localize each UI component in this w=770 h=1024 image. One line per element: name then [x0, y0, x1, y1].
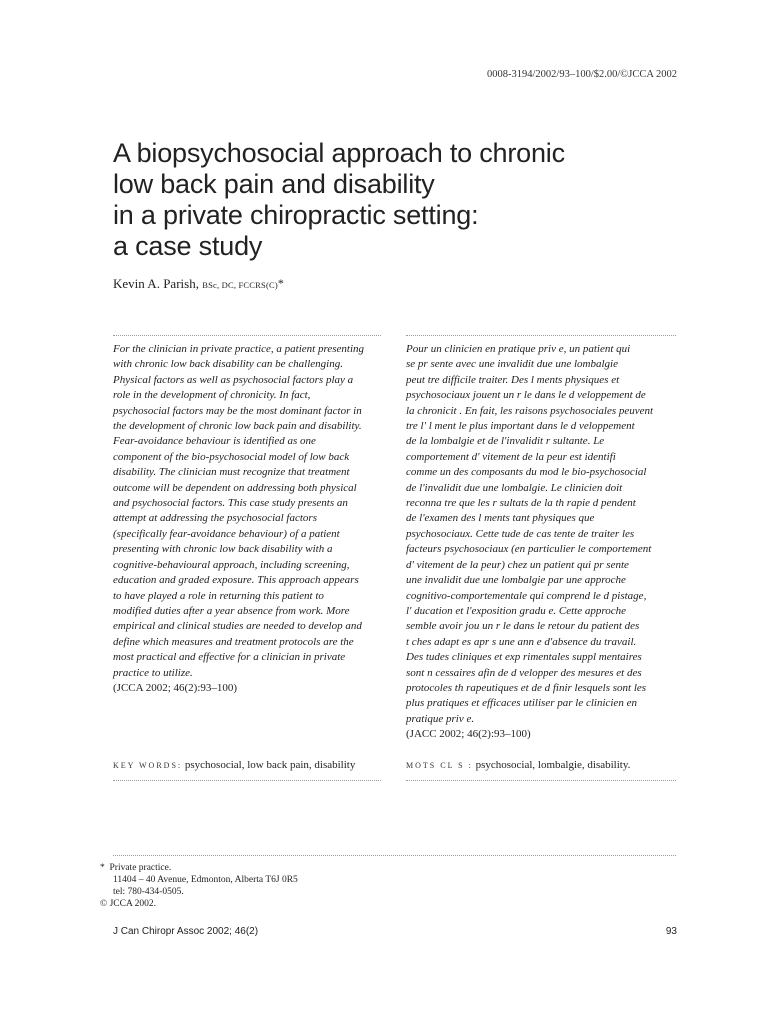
footnote-mark: *: [100, 863, 105, 873]
abstract-english: [113, 342, 388, 696]
abstract-bottom-rule-right: [406, 780, 676, 781]
footnote-copyright: © JCCA 2002.: [100, 899, 157, 909]
author-name: Kevin A. Parish,: [113, 276, 199, 291]
keywords-text: psychosocial, low back pain, disability: [182, 759, 356, 771]
abstract-bottom-rule-left: [113, 780, 381, 781]
title-line: low back pain and disability: [113, 169, 435, 199]
resume-citation: (JACC 2002; 46(2):93–100): [406, 728, 531, 741]
journal-code: 0008-3194/2002/93–100/$2.00/©JCCA 2002: [487, 69, 677, 80]
footnote-affiliation: Private practice.: [109, 863, 172, 873]
title-line: a case study: [113, 231, 263, 261]
keywords-french: [406, 759, 630, 771]
resume-text: Pour un clinicien en pratique priv e, un patient qui se pr sente avec une invalidit due une lombalgie peut tre difficile traiter. Des l ments physiques et psychosociaux jouent un r le dans le d veloppement de la chronicit . En fait, les raisons psychosociales peuvent tre l' l ment le plus important dans le d veloppement de la lombalgie et de l'invalidit r sultante. Le comportement d' vitement de la peur est identifi comme un des composants du mod le bio-psychosocial de l'invalidit due une lombalgie. Le clinicien doit reconna tre que les r sultats de la th rapie d pendent de l'examen des l ments tant physiques que psychosociaux. Cette tude de cas tente de traiter les facteurs psychosociaux (en particulier le comportement d' vitement de la peur) chez un patient qui pr sente une invalidit due une lombalgie par une approche cognitivo-comportementale qui comprend le d pistage, l' ducation et l'exposition gradu e. Cette approche semble avoir jou un r le dans le retour du patient des t ches adapt es apr s une ann e d'absence du travail. Des tudes cliniques et exp rimentales suppl mentaires sont n cessaires afin de d velopper des mesures et des protocoles th rapeutiques et de d finir lesquels sont les plus pratiques et efficaces utiliser par le clinicien en pratique priv e.: [406, 343, 654, 725]
author-footnote-mark: *: [277, 276, 284, 290]
abstract-french: [406, 342, 681, 743]
footnote: [100, 862, 298, 910]
abstract-top-rule-right: [406, 335, 676, 336]
abstract-top-rule-left: [113, 335, 381, 336]
keywords-label: KEY WORDS:: [113, 761, 183, 770]
footnote-rule: [113, 855, 676, 856]
author-credentials: BSc, DC, FCCRS(C): [202, 280, 278, 290]
mots-cles-text: psychosocial, lombalgie, disability.: [472, 759, 631, 771]
footnote-affiliation-line: [100, 862, 298, 874]
page-number: 93: [665, 926, 677, 937]
footnote-address: 11404 – 40 Avenue, Edmonton, Alberta T6J 0R5: [113, 875, 298, 885]
article-title: [113, 138, 673, 262]
abstract-text: For the clinician in private practice, a patient presenting with chronic low back disability can be challenging. Physical factors as well as psychosocial factors play a role in the development of chronicity. In fact, psychosocial factors may be the most dominant factor in the development of chronic low back pain and disability. Fear-avoidance behaviour is identified as one component of the bio-psychosocial model of low back disability. The clinician must recognize that treatment outcome will be dependent on addressing both physical and psychosocial factors. This case study presents an attempt at addressing the psychosocial factors (specifically fear-avoidance behaviour) of a patient presenting with chronic low back disability with a cognitive-behavioural approach, including screening, education and graded exposure. This approach appears to have played a role in returning this patient to modified duties after a year absence from work. More empirical and clinical studies are needed to develop and define which measures and treatment protocols are the most practical and effective for a clinician in private practice to utilize.: [113, 343, 365, 679]
abstract-citation: (JCCA 2002; 46(2):93–100): [113, 681, 238, 694]
mots-cles-label: MOTS CL S :: [406, 761, 473, 770]
title-line: in a private chiropractic setting:: [113, 200, 479, 230]
author-line: [113, 276, 284, 292]
title-line: A biopsychosocial approach to chronic: [113, 138, 565, 168]
footnote-phone: tel: 780-434-0505.: [113, 887, 184, 897]
running-footer: J Can Chiropr Assoc 2002; 46(2): [113, 926, 259, 937]
keywords-english: [113, 759, 355, 771]
